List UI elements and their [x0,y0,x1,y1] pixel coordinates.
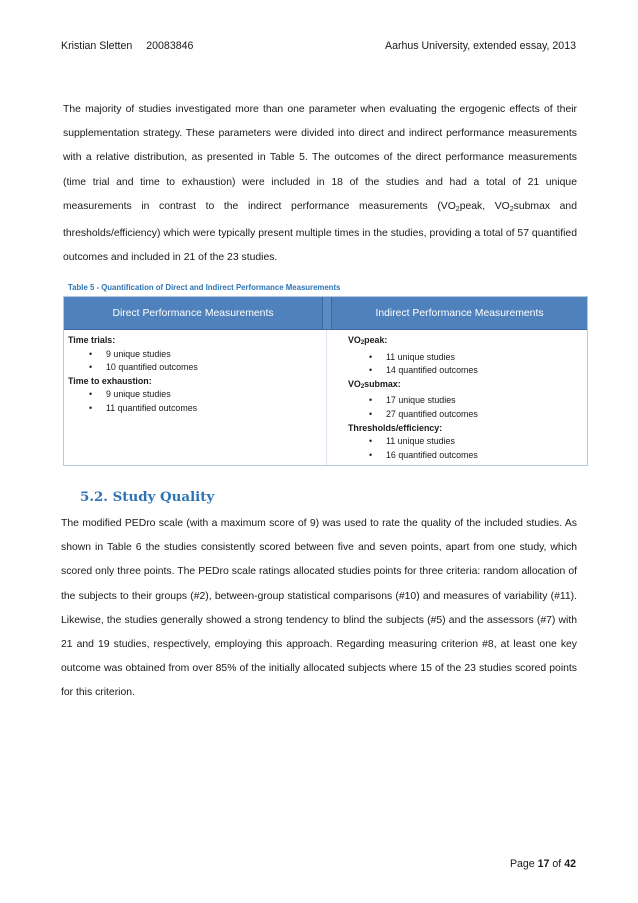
bullet-icon: • [89,362,93,373]
vo2submax-list [348,394,478,421]
vo2peak-list [348,351,478,378]
list-item: • 9 unique studies [68,348,198,362]
vo2peak-label: $VO_2peak$: [348,335,388,346]
list-item: • 27 quantified outcomes [348,408,478,422]
list-item: • 14 quantified outcomes [348,364,478,378]
header-indirect: Indirect Performance Measurements [375,307,544,319]
direct-column [68,334,198,416]
header-divider [322,297,332,329]
table-header-row [64,297,587,330]
thresholds-label: Thresholds/efficiency: [348,422,443,433]
list-item: • 11 unique studies [348,351,478,365]
performance-table [63,296,588,466]
page-current: 17 [537,858,550,870]
study-quality-paragraph [61,512,577,706]
time-to-exhaustion-label: Time to exhaustion: [68,375,152,386]
time-trials-label: Time trials: [68,335,116,345]
table-body [64,330,587,465]
bullet-icon: • [369,365,373,376]
study-quality-text: The modified PEDro scale (with a maximum score of 9) was used to rate the quality of the included studies. As shown in Table 6 the studies consistently scored between five and seven points, apart from one study, which scored only three points. The PEDro scale ratings allocated studies points for three criteria: random allocation of the subjects to their groups (#2), between-group statistical comparisons (#10) and measures of variability (#11). Likewise, the studies generally showed a strong tendency to blind the subjects (#5) and the assessors (#7) with 21 and 19 studies, respectively, employing this approach. Regarding measuring criterion #8, at least one key outcome was obtained from over 85% of the initially allocated subjects where 15 of the 23 studies scored points for this criterion. [61,518,577,699]
section-heading: 5.2. Study Quality [80,489,215,505]
vo2-subscript: 2 [455,205,460,213]
bullet-icon: • [369,449,373,460]
intro-text-part1: The majority of studies investigated more than one parameter when evaluating the ergogenic effects of their supplementation strategy. These parameters were divided into direct and indirect performance measurements with a relative distribution, as presented in Table 5. The outcomes of the direct performance measurements (time trial and time to exhaustion) were included in 18 of the studies and had a total of 21 unique measurements in contrast to the indirect performance measurements (VO [63,104,577,212]
header-direct: Direct Performance Measurements [112,307,274,319]
time-to-exhaustion-list [68,388,198,415]
bullet-icon: • [369,351,373,362]
bullet-icon: • [89,402,93,413]
time-trials-list [68,348,198,375]
bullet-icon: • [89,348,93,359]
header-student-number: 20083846 [146,40,194,52]
list-item: • 16 quantified outcomes [348,449,478,463]
page-footer [510,858,576,870]
table-caption: Table 5 - Quantification of Direct and Indirect Performance Measurements [68,283,341,292]
indirect-column [348,334,478,462]
bullet-icon: • [89,389,93,400]
list-item: • 11 unique studies [348,435,478,449]
list-item: • 10 quantified outcomes [68,361,198,375]
header-author: Kristian Sletten [61,40,133,52]
list-item: • 17 unique studies [348,394,478,408]
intro-text-part2: peak, VO [459,200,510,212]
intro-text-part3: submax and thresholds/efficiency) which were typically present multiple times in the studies, providing a total of 57 quantified outcomes and included in 21 of the 23 studies. [63,200,577,264]
bullet-icon: • [369,395,373,406]
of-word: of [552,858,562,870]
intro-paragraph [61,98,577,270]
page-word: Page [509,858,535,870]
column-divider [326,330,327,465]
vo2submax-label: $VO_2submax$: [348,378,401,390]
page-header-left [61,40,193,52]
bullet-icon: • [369,408,373,419]
list-item: • 9 unique studies [68,388,198,402]
header-institution: Aarhus University, extended essay, 2013 [385,40,576,52]
thresholds-list [348,435,478,462]
page-total: 42 [564,858,576,870]
vo2-subscript-b: 2 [509,205,514,213]
bullet-icon: • [369,436,373,447]
list-item: • 11 quantified outcomes [68,402,198,416]
